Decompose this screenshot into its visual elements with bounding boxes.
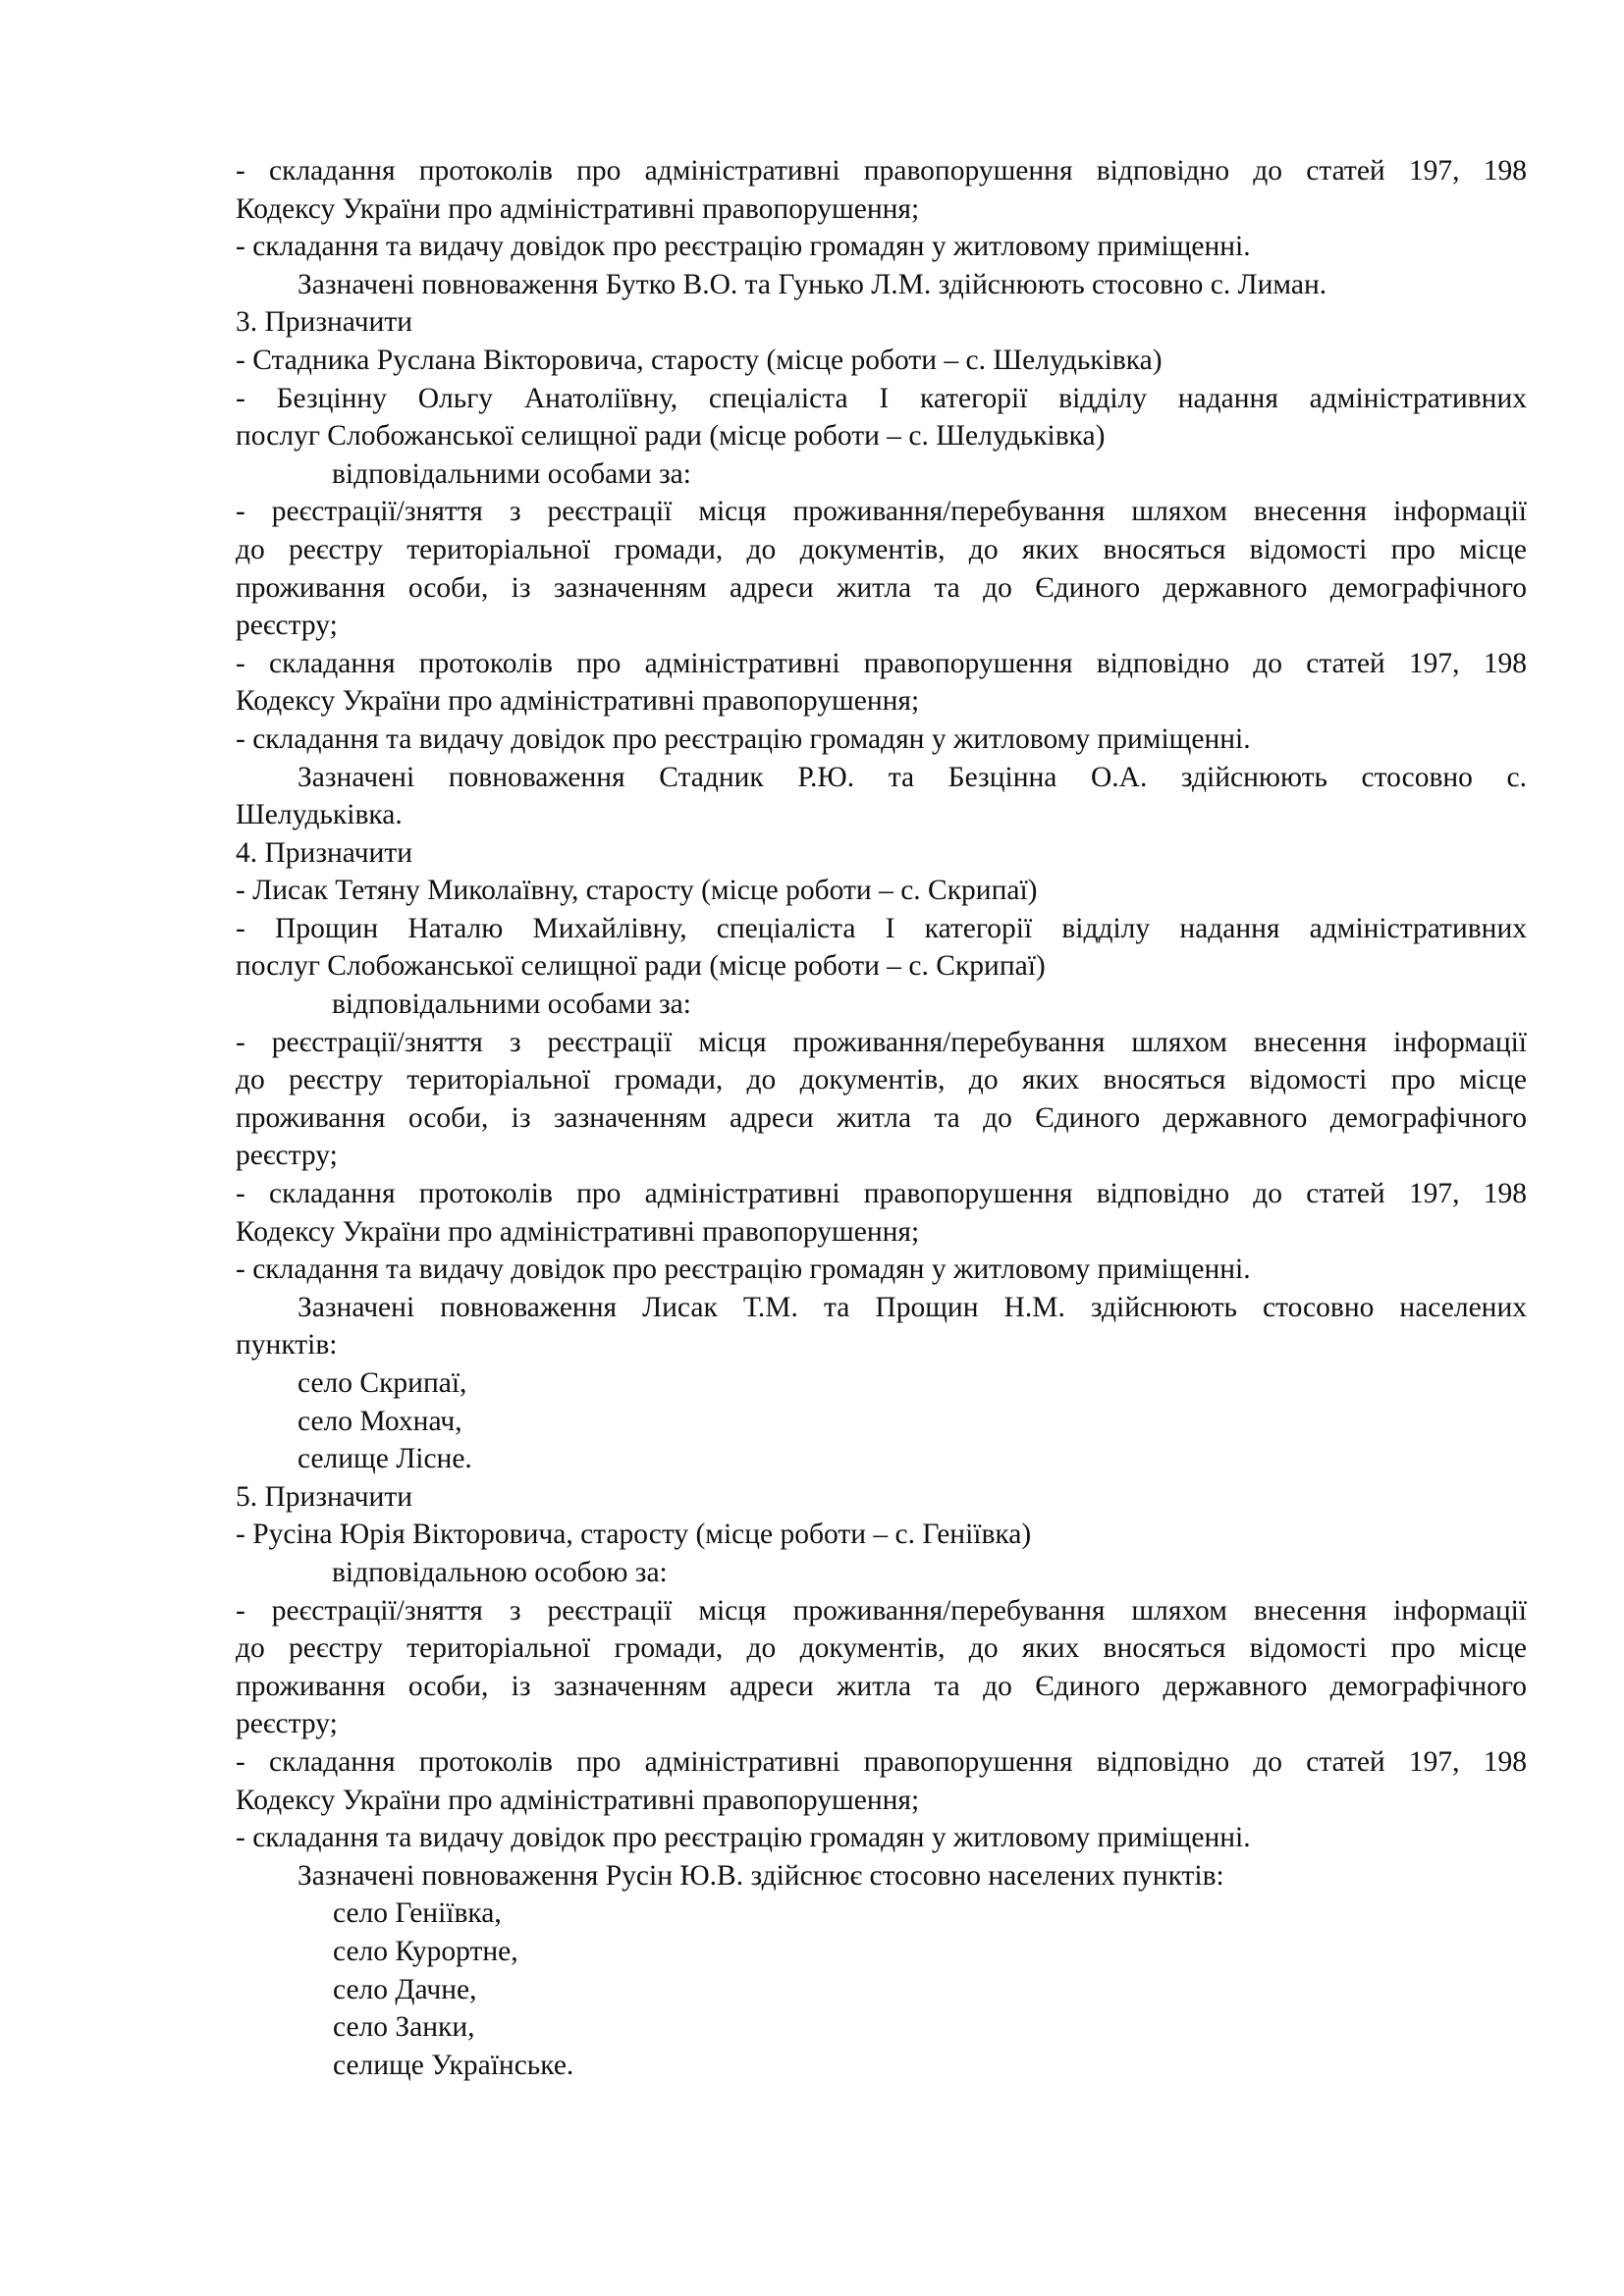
text-line: - Прощин Наталю Михайлівну, спеціаліста І категорії відділу надання адміністративних (236, 912, 1527, 944)
text-line: - складання протоколів про адміністративні правопорушення відповідно до статей 197, 198 (236, 155, 1527, 187)
text-line: Кодексу України про адміністративні правопорушення; (236, 685, 920, 718)
text-line: - Лисак Тетяну Миколаївну, старосту (місце роботи – с. Скрипаї) (236, 875, 1038, 907)
text-line: послуг Слобожанської селищної ради (місце роботи – с. Скрипаї) (236, 950, 1046, 983)
text-line: проживання особи, із зазначенням адреси житла та до Єдиного державного демографічного (236, 1670, 1527, 1702)
text-line: - складання протоколів про адміністративні правопорушення відповідно до статей 197, 198 (236, 1178, 1527, 1210)
list-item: селище Лісне. (298, 1443, 472, 1475)
list-item: село Скрипаї, (298, 1367, 467, 1399)
text-line: - Русіна Юрія Вікторовича, старосту (місце роботи – с. Геніївка) (236, 1519, 1032, 1551)
text-line: - реєстрації/зняття з реєстрації місця проживання/перебування шляхом внесення інформації (236, 1026, 1527, 1058)
text-line: Кодексу України про адміністративні правопорушення; (236, 192, 920, 225)
text-line: Шелудьківка. (236, 799, 403, 831)
text-line: - Безцінну Ольгу Анатоліївну, спеціаліста І категорії відділу надання адміністративних (236, 382, 1527, 414)
text-line: реєстру; (236, 1708, 338, 1740)
text-line: відповідальними особами за: (332, 457, 691, 490)
text-line: - складання протоколів про адміністративні правопорушення відповідно до статей 197, 198 (236, 1745, 1527, 1778)
text-line: - складання протоколів про адміністративні правопорушення відповідно до статей 197, 198 (236, 647, 1527, 679)
text-line: - складання та видачу довідок про реєстрацію громадян у житловому приміщенні. (236, 1254, 1251, 1286)
document-page (236, 152, 1527, 2084)
text-line: відповідальними особами за: (332, 988, 691, 1021)
text-line: Зазначені повноваження Лисак Т.М. та Прощин Н.М. здійснюють стосовно населених (298, 1291, 1527, 1323)
text-line: пунктів: (236, 1329, 338, 1362)
section-heading: 5. Призначити (236, 1480, 412, 1513)
list-item: село Курортне, (333, 1935, 518, 1967)
text-line: - складання та видачу довідок про реєстрацію громадян у житловому приміщенні. (236, 1822, 1251, 1854)
text-line: проживання особи, із зазначенням адреси житла та до Єдиного державного демографічного (236, 1101, 1527, 1134)
text-line: до реєстру територіальної громади, до документів, до яких вносяться відомості про місце (236, 1632, 1527, 1665)
text-line: проживання особи, із зазначенням адреси житла та до Єдиного державного демографічного (236, 571, 1527, 604)
text-line: Кодексу України про адміністративні правопорушення; (236, 1215, 920, 1248)
list-item: селище Українське. (333, 2049, 574, 2081)
text-line: Зазначені повноваження Русін Ю.В. здійснює стосовно населених пунктів: (298, 1859, 1224, 1892)
text-line: - складання та видачу довідок про реєстрацію громадян у житловому приміщенні. (236, 722, 1251, 755)
text-line: Кодексу України про адміністративні правопорушення; (236, 1784, 920, 1816)
text-line: до реєстру територіальної громади, до документів, до яких вносяться відомості про місце (236, 1064, 1527, 1096)
text-line: реєстру; (236, 1140, 338, 1172)
text-line: - реєстрації/зняття з реєстрації місця проживання/перебування шляхом внесення інформації (236, 1594, 1527, 1627)
list-item: село Мохнач, (298, 1405, 462, 1437)
text-line: - Стадника Руслана Вікторовича, старосту (місце роботи – с. Шелудьківка) (236, 344, 1163, 376)
list-item: село Геніївка, (333, 1897, 502, 1930)
text-line: до реєстру територіальної громади, до документів, до яких вносяться відомості про місце (236, 533, 1527, 565)
text-line: відповідальною особою за: (332, 1556, 668, 1588)
section-heading: 3. Призначити (236, 306, 412, 339)
list-item: село Дачне, (333, 1973, 477, 2005)
text-line: Зазначені повноваження Стадник Р.Ю. та Безцінна О.А. здійснюють стосовно с. (298, 761, 1527, 793)
section-heading: 4. Призначити (236, 836, 412, 869)
text-line: послуг Слобожанської селищної ради (місце роботи – с. Шелудьківка) (236, 420, 1106, 453)
list-item: село Занки, (333, 2011, 475, 2044)
text-line: Зазначені повноваження Бутко В.О. та Гунько Л.М. здійснюють стосовно с. Лиман. (298, 268, 1327, 300)
text-line: реєстру; (236, 610, 338, 642)
text-line: - реєстрації/зняття з реєстрації місця проживання/перебування шляхом внесення інформації (236, 496, 1527, 528)
text-line: - складання та видачу довідок про реєстрацію громадян у житловому приміщенні. (236, 231, 1251, 263)
